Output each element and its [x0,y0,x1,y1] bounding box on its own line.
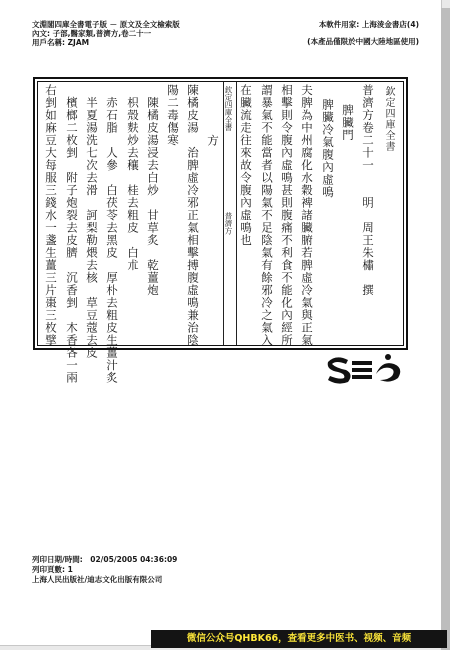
text-column-11: 陳橘皮湯 治脾虛冷邪正氣相擊搏腹虛鳴兼治陰 [186,84,200,347]
header-right [307,20,419,54]
text-column-2: 普濟方卷二十一 明 周王朱橚 撰 [361,84,375,297]
text-column-15: 赤石脂 人參 白茯苓去黑皮 厚朴去粗皮生薑汁炙 [105,84,119,384]
text-column-7: 謂暴氣不能當者以陽氣不足陰氣有餘邪冷之氣入 [260,84,274,347]
fold-book-title: 欽定四庫全書 [224,86,233,131]
text-column-6: 相擊則令腹內虛鳴甚則腹痛不利食不能化內經所 [280,84,294,347]
header-licensee: 本軟件用家: 上海淩金書店(4) [318,20,419,29]
text-column-10: 方 [206,122,220,147]
publisher-logo-icon [326,352,406,386]
text-column-1: 欽定四庫全書 [383,86,394,152]
center-fold-column [223,82,237,345]
publisher-name: 上海人民出版社/迪志文化出版有限公司 [32,575,163,584]
text-column-17: 檳榔二枚剉 附子炮裂去皮臍 沉香剉 木香各一兩 [65,84,79,384]
text-column-4: 脾臟冷氣腹內虛鳴 [321,86,335,199]
header-content-path: 內文: 子部,醫家類,普濟方,卷二十一 [32,29,152,38]
text-column-18: 右剉如麻豆大每服三錢水一盞生薑三片棗三枚擘 [44,84,58,347]
text-column-8: 在臟流走往來故令腹內虛鳴也 [239,84,253,247]
text-column-13: 陳橘皮湯浸去白炒 甘草炙 乾薑炮 [146,84,160,297]
text-column-5: 夫脾為中州腐化水穀裨諸臟腑若脾虛冷氣與正氣 [300,84,314,347]
print-footer [32,555,177,585]
text-column-12: 陽二毒傷寒 [166,84,180,147]
page-shadow [441,8,450,650]
header-title: 文淵閣四庫全書電子版 － 原文及全文檢索版 [32,20,180,29]
text-column-14: 枳殼麩炒去穰 桂去粗皮 白朮 [126,84,140,272]
print-datetime: 列印日期/時間: 02/05/2005 04:36:09 [32,555,178,564]
fold-volume-title: 普濟方 [224,212,233,235]
header-region-note: (本產品僅限於中國大陸地區使用) [307,37,419,46]
text-column-16: 半夏湯洗七次去滑 訶梨勒煨去核 草豆蔻去皮 [85,84,99,359]
print-page-count: 列印頁數: 1 [32,565,73,574]
header-username: 用戶名稱: ZJAM [32,38,90,47]
header-left [32,20,180,47]
book-page-frame [33,77,408,384]
text-column-3: 脾臟門 [341,104,355,142]
watermark-banner: 微信公众号QHBK66，查看更多中医书、视频、音频 [151,630,447,648]
book-page-inner [37,81,404,384]
